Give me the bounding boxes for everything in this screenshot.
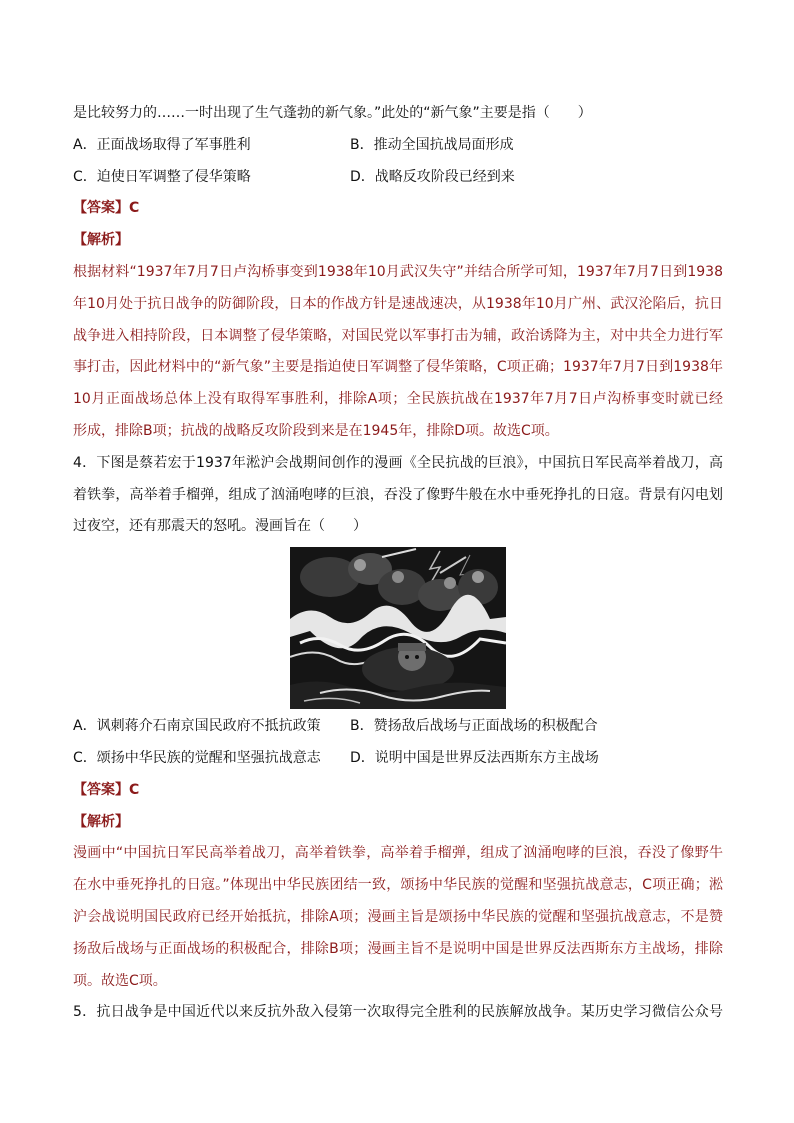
q4-analysis-line: 项。故选C项。 xyxy=(73,972,167,989)
q3-option-d[interactable]: D．战略反攻阶段已经到来 xyxy=(350,168,515,185)
q3-analysis-line: 10月正面战场总体上没有取得军事胜利，排除A项；全民族抗战在1937年7月7日卢沟桥事变时就已经 xyxy=(73,391,723,408)
q4-option-c[interactable]: C．颂扬中华民族的觉醒和坚强抗战意志 xyxy=(73,749,321,766)
q3-analysis-label: 【解析】 xyxy=(73,232,129,249)
q4-analysis-line: 在水中垂死挣扎的日寇。”体现出中华民族团结一致，颂扬中华民族的觉醒和坚强抗战意志，C项正确；淞 xyxy=(73,877,723,894)
q3-options-row-1 xyxy=(73,130,723,162)
q4-analysis-line: 沪会战说明国民政府已经开始抵抗，排除A项；漫画主旨是颂扬中华民族的觉醒和坚强抗战意志，不是赞 xyxy=(73,908,723,925)
page-content xyxy=(73,98,723,1029)
q3-option-a[interactable]: A．正面战场取得了军事胜利 xyxy=(73,136,251,153)
q3-option-b[interactable]: B．推动全国抗战局面形成 xyxy=(350,136,514,153)
q3-answer: 【答案】C xyxy=(73,200,140,217)
q4-stem-line: 过夜空，还有那震天的怒吼。漫画旨在（ ） xyxy=(73,518,367,535)
q3-analysis-line: 战争进入相持阶段，日本调整了侵华策略，对国民党以军事打击为辅，政治诱降为主，对中共全力进行军 xyxy=(73,327,723,344)
q4-stem-line: 着铁拳，高举着手榴弹，组成了汹涌咆哮的巨浪，吞没了像野牛般在水中垂死挣扎的日寇。背景有闪电划 xyxy=(73,486,723,503)
q3-analysis-line: 事打击，因此材料中的“新气象”主要是指迫使日军调整了侵华策略，C项正确；1937年7月7日到1938年 xyxy=(73,359,723,376)
q3-analysis-line: 年10月处于抗日战争的防御阶段，日本的作战方针是速战速决，从1938年10月广州、武汉沦陷后，抗日 xyxy=(73,295,723,312)
q3-analysis-line: 根据材料“1937年7月7日卢沟桥事变到1938年10月武汉失守”并结合所学可知，1937年7月7日到1938 xyxy=(73,263,723,280)
q3-option-c[interactable]: C．迫使日军调整了侵华策略 xyxy=(73,168,251,185)
q4-analysis-label: 【解析】 xyxy=(73,813,129,830)
q4-option-b[interactable]: B．赞扬敌后战场与正面战场的积极配合 xyxy=(350,718,598,735)
q4-answer: 【答案】C xyxy=(73,781,140,798)
q4-image-container xyxy=(73,543,723,711)
q3-analysis-line: 形成，排除B项；抗战的战略反攻阶段到来是在1945年，排除D项。故选C项。 xyxy=(73,422,559,439)
q4-options-row-1 xyxy=(73,711,723,743)
q4-options-row-2 xyxy=(73,743,723,775)
q3-stem-tail: 是比较努力的……一时出现了生气蓬勃的新气象。”此处的“新气象”主要是指（ ） xyxy=(73,105,592,121)
q4-stem-line: 4．下图是蔡若宏于1937年淞沪会战期间创作的漫画《全民抗战的巨浪》，中国抗日军民高举着战刀，高 xyxy=(73,454,723,471)
q4-analysis-line: 扬敌后战场与正面战场的积极配合，排除B项；漫画主旨不是说明中国是世界反法西斯东方主战场，排除 xyxy=(73,940,723,957)
q4-analysis-line: 漫画中“中国抗日军民高举着战刀，高举着铁拳，高举着手榴弹，组成了汹涌咆哮的巨浪，吞没了像野牛 xyxy=(73,845,723,862)
q4-option-d[interactable]: D．说明中国是世界反法西斯东方主战场 xyxy=(350,749,599,766)
q5-stem-line: 5．抗日战争是中国近代以来反抗外敌入侵第一次取得完全胜利的民族解放战争。某历史学习微信公众号 xyxy=(73,1004,723,1021)
q4-cartoon-image xyxy=(290,547,506,709)
q4-option-a[interactable]: A．讽刺蒋介石南京国民政府不抵抗政策 xyxy=(73,718,321,735)
q3-options-row-2 xyxy=(73,162,723,194)
